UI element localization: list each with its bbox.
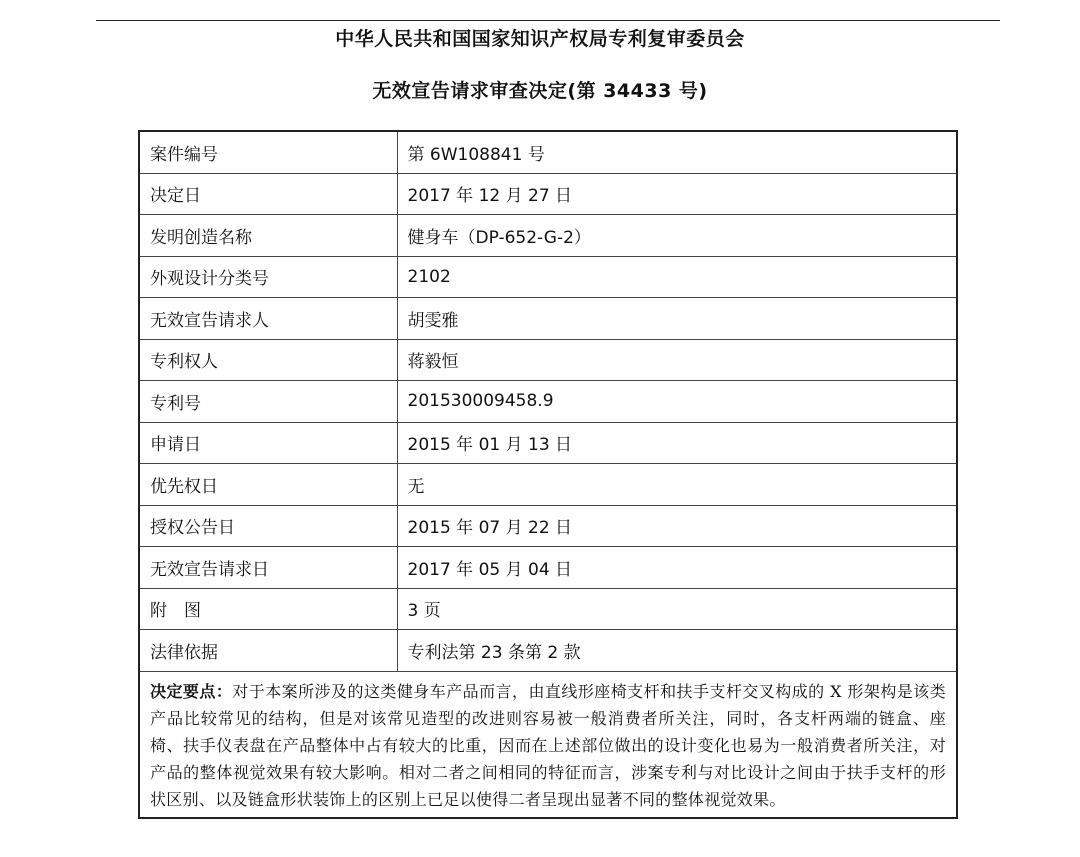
invention-name-label: 发明创造名称: [139, 215, 397, 257]
grant-date-value: 2015 年 07 月 22 日: [397, 505, 957, 547]
row-patent-number: [139, 381, 957, 423]
row-invention-name: [139, 215, 957, 257]
grant-date-label: 授权公告日: [139, 505, 397, 547]
figures-value: 3 页: [397, 588, 957, 630]
priority-date-value: 无: [397, 464, 957, 506]
agency-title: 中华人民共和国国家知识产权局专利复审委员会: [335, 28, 745, 50]
legal-basis-label: 法律依据: [139, 630, 397, 672]
decision-title: 无效宣告请求审查决定(第 34433 号): [372, 80, 708, 102]
patentee-label: 专利权人: [139, 339, 397, 381]
patent-number-label: 专利号: [139, 381, 397, 423]
invention-name-value: 健身车（DP-652-G-2）: [397, 215, 957, 257]
requester-label: 无效宣告请求人: [139, 298, 397, 340]
requester-value: 胡雯雅: [397, 298, 957, 340]
case-number-value: 第 6W108841 号: [397, 131, 957, 173]
row-grant-date: [139, 505, 957, 547]
decision-summary: [139, 671, 957, 818]
decision-summary-label: 决定要点：: [150, 681, 233, 701]
design-class-value: 2102: [397, 256, 957, 298]
top-rule: [96, 20, 1000, 21]
row-decision-summary: [139, 671, 957, 818]
design-class-label: 外观设计分类号: [139, 256, 397, 298]
row-request-date: [139, 547, 957, 589]
decision-date-label: 决定日: [139, 173, 397, 215]
figures-label: 附 图: [139, 588, 397, 630]
request-date-label: 无效宣告请求日: [139, 547, 397, 589]
row-legal-basis: [139, 630, 957, 672]
legal-basis-value: 专利法第 23 条第 2 款: [397, 630, 957, 672]
row-decision-date: [139, 173, 957, 215]
decision-summary-text: 对于本案所涉及的这类健身车产品而言，由直线形座椅支杆和扶手支杆交叉构成的 X 形架构是该类产品比较常见的结构，但是对该常见造型的改进则容易被一般消费者所关注，同时，各支杆两端的链盒、座椅、扶手仪表盘在产品整体中占有较大的比重，因而在上述部位做出的设计变化也易为一般消费者所关注，对产品的整体视觉效果有较大影响。相对二者之间相同的特征而言，涉案专利与对比设计之间由于扶手支杆的形状区别、以及链盒形状装饰上的区别上已足以使得二者呈现出显著不同的整体视觉效果。: [150, 681, 946, 809]
application-date-value: 2015 年 01 月 13 日: [397, 422, 957, 464]
case-info-table: [138, 130, 958, 819]
row-figures: [139, 588, 957, 630]
application-date-label: 申请日: [139, 422, 397, 464]
case-number-label: 案件编号: [139, 131, 397, 173]
patentee-value: 蒋毅恒: [397, 339, 957, 381]
row-patentee: [139, 339, 957, 381]
row-application-date: [139, 422, 957, 464]
request-date-value: 2017 年 05 月 04 日: [397, 547, 957, 589]
row-priority-date: [139, 464, 957, 506]
row-requester: [139, 298, 957, 340]
priority-date-label: 优先权日: [139, 464, 397, 506]
patent-number-value: 201530009458.9: [397, 381, 957, 423]
row-case-number: [139, 131, 957, 173]
decision-date-value: 2017 年 12 月 27 日: [397, 173, 957, 215]
row-design-class: [139, 256, 957, 298]
